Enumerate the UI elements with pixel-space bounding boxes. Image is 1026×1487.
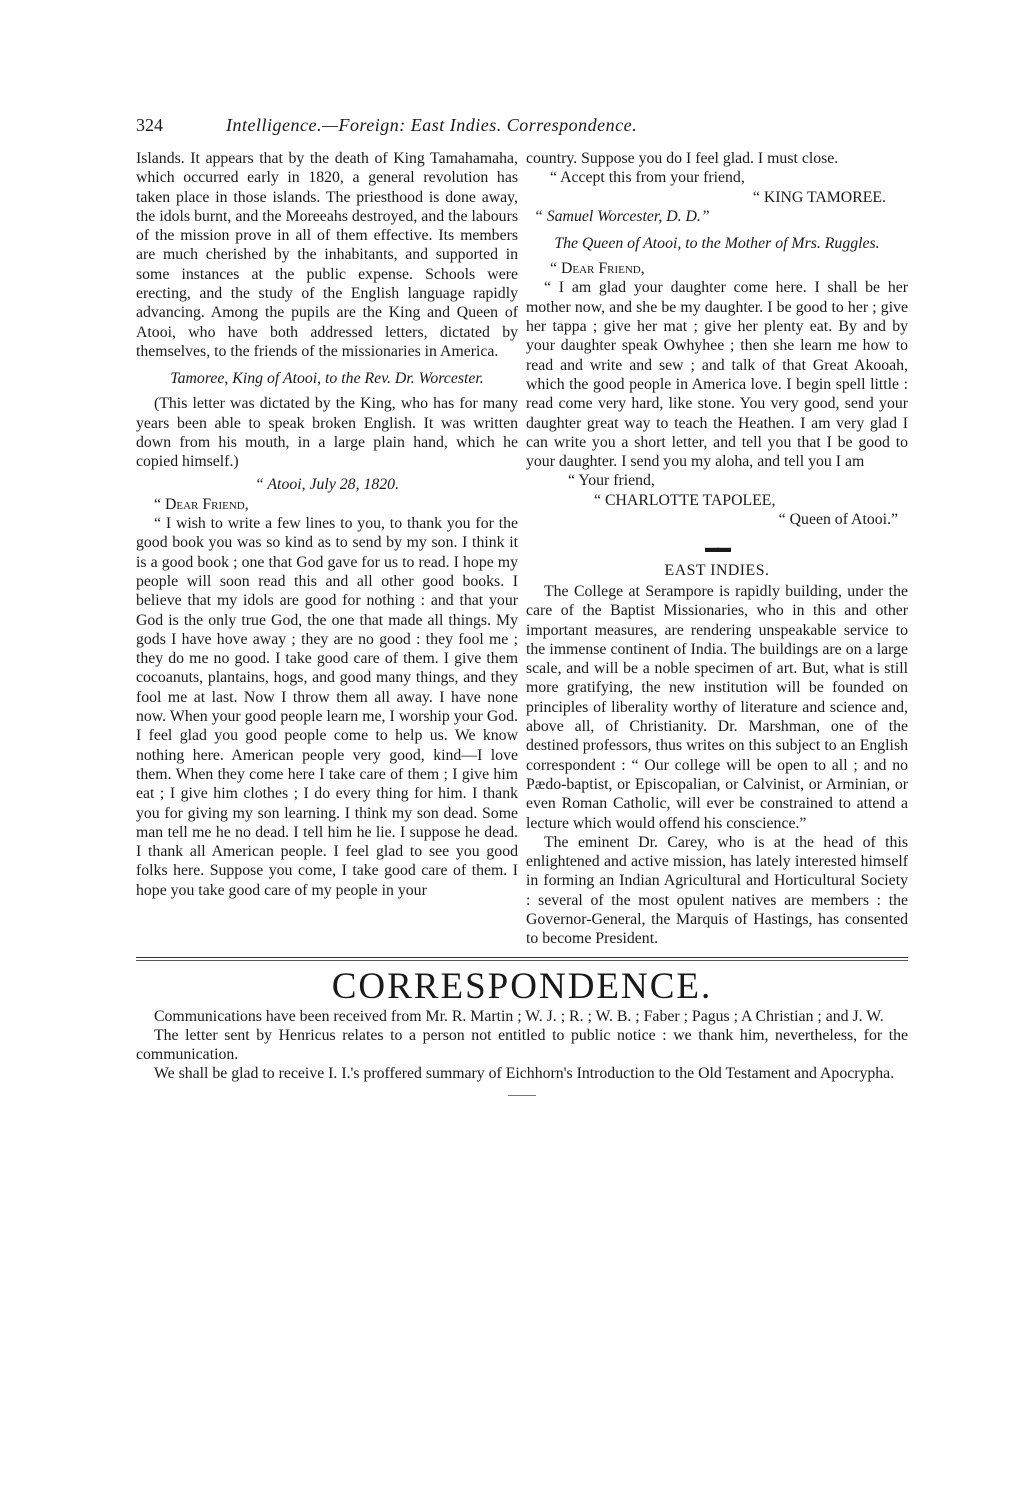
section-rule: [136, 957, 908, 958]
correspondence-title: CORRESPONDENCE.: [331, 965, 713, 1007]
two-columns: [136, 149, 908, 949]
left-column: [136, 149, 518, 949]
queen-letter-heading: The Queen of Atooi, to the Mother of Mrs. Ruggles.: [554, 235, 880, 253]
queen-salutation: “ Dear Friend,: [550, 260, 645, 278]
serampore-paragraph: The College at Serampore is rapidly building, under the care of the Baptist Missionaries, who in this and other important measures, are rendering unspeakable service to the immense continent of India. The buildings are on a large scale, and will be a noble specimen of art. But, what is still more gratifying, the new institution will be founded on principles of liberality worthy of literature and science and, above all, of Christianity. Dr. Marshman, one of the destined professors, thus writes on this subject to an English correspondent : “ Our college will be open to all ; and no Pædo-baptist, or Episcopalian, or Calvinist, or Arminian, or even Roman Catholic, will ever be constrained to attend a lecture which would offend his conscience.”: [526, 582, 908, 832]
correspondence-line-2: The letter sent by Henricus relates to a person not entitled to public notice : we thank him, nevertheless, for the communication.: [136, 1026, 908, 1063]
queen-title: “ Queen of Atooi.”: [778, 511, 898, 529]
correspondence-section: [136, 1007, 908, 1083]
queen-closing: “ Your friend,: [568, 472, 655, 490]
section-divider: ▬▬: [705, 541, 729, 557]
correspondence-line-3: We shall be glad to receive I. I.'s proffered summary of Eichhorn's Introduction to the Old Testament and Apocrypha.: [154, 1064, 895, 1082]
queen-signature: “ CHARLOTTE TAPOLEE,: [594, 491, 776, 509]
right-column: [526, 149, 908, 949]
letter-body: “ I wish to write a few lines to you, to thank you for the good book you was so kind as to send by my son. I think it is a good book ; one that God gave for us to read. I hope my people will soon read this and all other good books. I believe that my idols are good for nothing : and that your God is the only true God, the one that made all things. My gods I have hove away ; they are no good : they fool me ; they do me no good. I take good care of them. I give them cocoanuts, plantains, hogs, and good many things, and they fool me at last. Now I throw them all away. I have none now. When your good people learn me, I worship your God. I feel glad you good people come to help us. We know nothing here. American people very good, kind—I love them. When they come here I take care of them ; I give him eat ; I give him clothes ; I do every thing for him. I thank you for giving my son learning. I think my son dead. Some man tell me he no dead. I tell him he lie. I suppose he dead. I thank all American people. I feel glad to see you good folks here. Suppose you come, I take good care of them. I hope you take good care of my people in your: [136, 515, 518, 899]
queen-letter-body: “ I am glad your daughter come here. I shall be her mother now, and she be my daughter. I be good to her ; give her tappa ; give her mat ; give her plenty eat. By and by your daughter speak Owhyhee ; then she learn me how to read and write and sew ; and talk of that Great Akooah, which the good people in America love. I begin spell little : read come very hard, like stone. You very good, send your daughter great way to teach the Heathen. I am very glad I can write you a short letter, and tell you that I be good to your daughter. I send you my aloha, and tell you I am: [526, 279, 908, 471]
letter-continuation: country. Suppose you do I feel glad. I must close.: [526, 150, 839, 167]
east-indies-heading: EAST INDIES.: [664, 561, 770, 579]
correspondence-line-1: Communications have been received from Mr. R. Martin ; W. J. ; R. ; W. B. ; Faber ; Pagus ; A Christian ; and J. W.: [154, 1007, 884, 1025]
closing-rule: [508, 1095, 536, 1096]
section-rule-secondary: [136, 960, 908, 961]
letter-dateline: “ Atooi, July 28, 1820.: [254, 476, 400, 494]
page: [136, 115, 908, 1096]
king-letter-heading: Tamoree, King of Atooi, to the Rev. Dr. Worcester.: [170, 370, 484, 388]
running-head: [136, 115, 908, 143]
letter-addressee: “ Samuel Worcester, D. D.”: [534, 207, 710, 225]
carey-paragraph: The eminent Dr. Carey, who is at the head of this enlightened and active mission, has lately interested himself in forming an Indian Agricultural and Horticultural Society : several of the most opulent natives are members : the Governor-General, the Marquis of Hastings, has consented to become President.: [526, 833, 908, 948]
page-number: 324: [136, 115, 163, 135]
intro-paragraph: Islands. It appears that by the death of King Tamahamaha, which occurred early in 1820, a general revolution has taken place in those islands. The priesthood is done away, the idols burnt, and the Moreeahs destroyed, and the labours of the mission prove in all of them effective. Its members are much cherished by the inhabitants, and supported in some instances at the public expense. Schools were erecting, and the study of the English language rapidly advancing. Among the pupils are the King and Queen of Atooi, who have both addressed letters, dictated by themselves, to the friends of the missionaries in America.: [136, 150, 518, 360]
king-signature: “ KING TAMOREE.: [752, 188, 886, 206]
running-title: Intelligence.—Foreign: East Indies. Correspondence.: [226, 115, 638, 135]
letter-note: (This letter was dictated by the King, who has for many years been able to speak broken English. It was written down from his mouth, in a large plain hand, which he copied himself.): [136, 395, 518, 471]
letter-closing: “ Accept this from your friend,: [550, 169, 745, 187]
letter-salutation: “ Dear Friend,: [154, 495, 249, 513]
